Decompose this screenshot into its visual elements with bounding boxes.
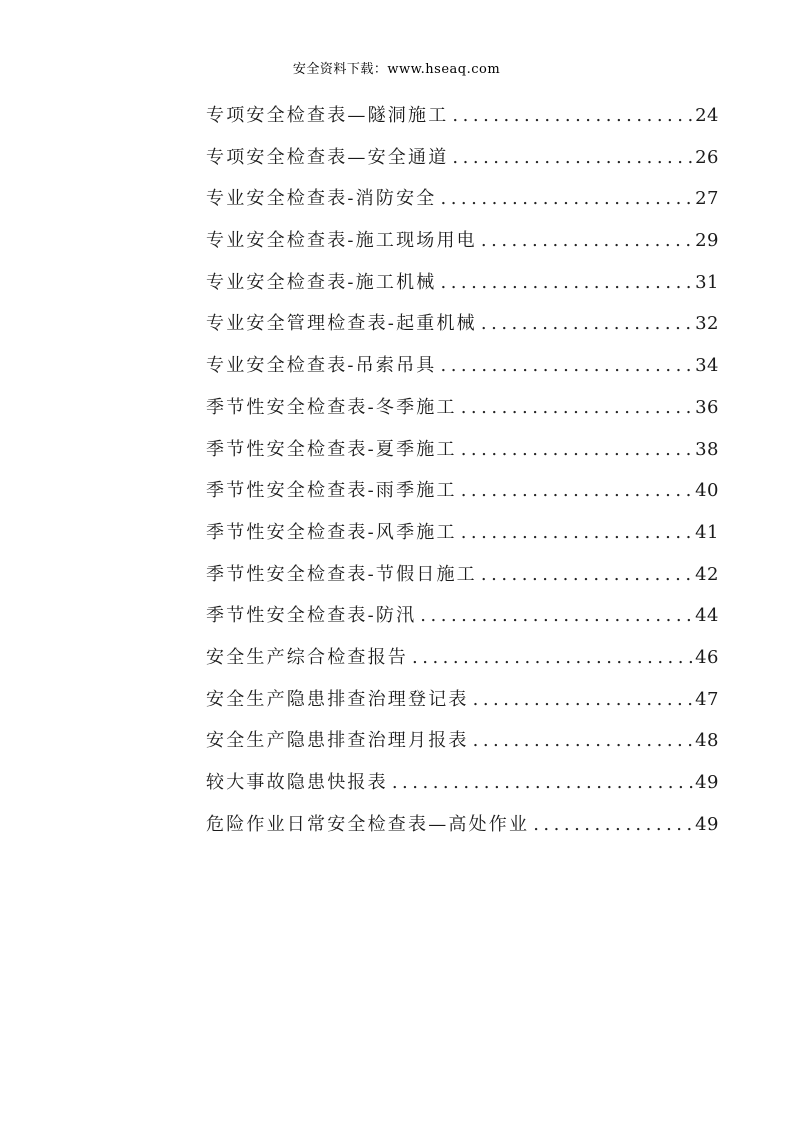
- toc-entry-title: 专项安全检查表—安全通道: [206, 146, 449, 168]
- toc-entry-title: 专业安全检查表-吊索吊具: [206, 355, 437, 377]
- toc-dot-leader: [481, 560, 693, 590]
- toc-entry-page: 46: [695, 646, 719, 668]
- toc-entry-title: 季节性安全检查表-冬季施工: [206, 396, 457, 418]
- toc-dot-leader: [461, 393, 693, 423]
- toc-entry-page: 36: [695, 396, 719, 418]
- toc-dot-leader: [420, 601, 693, 631]
- toc-entry-page: 24: [695, 105, 719, 126]
- toc-entry[interactable]: [206, 518, 719, 560]
- toc-dot-leader: [452, 143, 693, 173]
- toc-entry-page: 31: [695, 271, 719, 293]
- toc-dot-leader: [533, 810, 693, 840]
- toc-entry-title: 安全生产隐患排查治理登记表: [206, 688, 469, 710]
- toc-entry-page: 40: [695, 480, 719, 502]
- toc-entry[interactable]: [206, 226, 719, 268]
- toc-entry-title: 季节性安全检查表-雨季施工: [206, 480, 457, 502]
- toc-entry[interactable]: [206, 393, 719, 435]
- toc-entry-title: 专业安全检查表-消防安全: [206, 188, 437, 210]
- toc-entry-page: 49: [695, 772, 719, 793]
- toc-entry-title: 季节性安全检查表-节假日施工: [206, 563, 477, 585]
- toc-entry-title: 专业安全检查表-施工机械: [206, 271, 437, 293]
- toc-entry-title: 专业安全检查表-施工现场用电: [206, 230, 477, 252]
- toc-entry[interactable]: [206, 143, 719, 185]
- toc-entry-page: 47: [695, 688, 719, 710]
- toc-dot-leader: [440, 184, 693, 214]
- toc-entry-page: 38: [695, 438, 719, 460]
- toc-entry-title: 季节性安全检查表-夏季施工: [206, 438, 457, 460]
- toc-entry[interactable]: [206, 643, 719, 685]
- toc-entry-page: 48: [695, 730, 719, 752]
- toc-entry-page: 26: [695, 146, 719, 168]
- toc-dot-leader: [473, 726, 693, 756]
- toc-dot-leader: [461, 518, 693, 548]
- toc-entry[interactable]: [206, 768, 719, 810]
- toc-entry-title: 季节性安全检查表-防汛: [206, 605, 417, 627]
- toc-entry-title: 季节性安全检查表-风季施工: [206, 521, 457, 543]
- toc-dot-leader: [473, 685, 693, 715]
- toc-dot-leader: [481, 309, 693, 339]
- toc-entry-title: 专业安全管理检查表-起重机械: [206, 313, 477, 335]
- toc-entry[interactable]: [206, 685, 719, 727]
- toc-entry[interactable]: [206, 476, 719, 518]
- toc-entry[interactable]: [206, 601, 719, 643]
- toc-entry[interactable]: [206, 309, 719, 351]
- toc-entry-title: 安全生产综合检查报告: [206, 646, 408, 668]
- toc-entry-page: 29: [695, 230, 719, 252]
- page-header: 安全资料下载：www.hseaq.com: [292, 62, 501, 77]
- toc-entry[interactable]: [206, 435, 719, 477]
- toc-entry[interactable]: [206, 268, 719, 310]
- toc-entry[interactable]: [206, 184, 719, 226]
- table-of-contents: [206, 101, 719, 851]
- toc-entry-title: 安全生产隐患排查治理月报表: [206, 730, 469, 752]
- toc-entry-page: 42: [695, 563, 719, 585]
- toc-entry-page: 49: [695, 813, 719, 835]
- toc-dot-leader: [440, 351, 693, 381]
- toc-entry[interactable]: [206, 351, 719, 393]
- toc-entry-page: 44: [695, 605, 719, 627]
- toc-entry-page: 41: [695, 521, 719, 543]
- toc-entry[interactable]: [206, 101, 719, 143]
- toc-entry-page: 32: [695, 313, 719, 335]
- toc-entry[interactable]: [206, 810, 719, 852]
- toc-entry[interactable]: [206, 726, 719, 768]
- toc-dot-leader: [452, 101, 693, 131]
- toc-entry-page: 34: [695, 355, 719, 377]
- toc-dot-leader: [392, 768, 693, 798]
- toc-entry-title: 较大事故隐患快报表: [206, 772, 388, 793]
- toc-entry-title: 危险作业日常安全检查表—高处作业: [206, 813, 530, 835]
- toc-entry[interactable]: [206, 560, 719, 602]
- toc-dot-leader: [461, 435, 693, 465]
- toc-entry-page: 27: [695, 188, 719, 210]
- toc-dot-leader: [440, 268, 693, 298]
- toc-dot-leader: [461, 476, 693, 506]
- toc-entry-title: 专项安全检查表—隧洞施工: [206, 105, 449, 126]
- toc-dot-leader: [481, 226, 693, 256]
- toc-dot-leader: [412, 643, 693, 673]
